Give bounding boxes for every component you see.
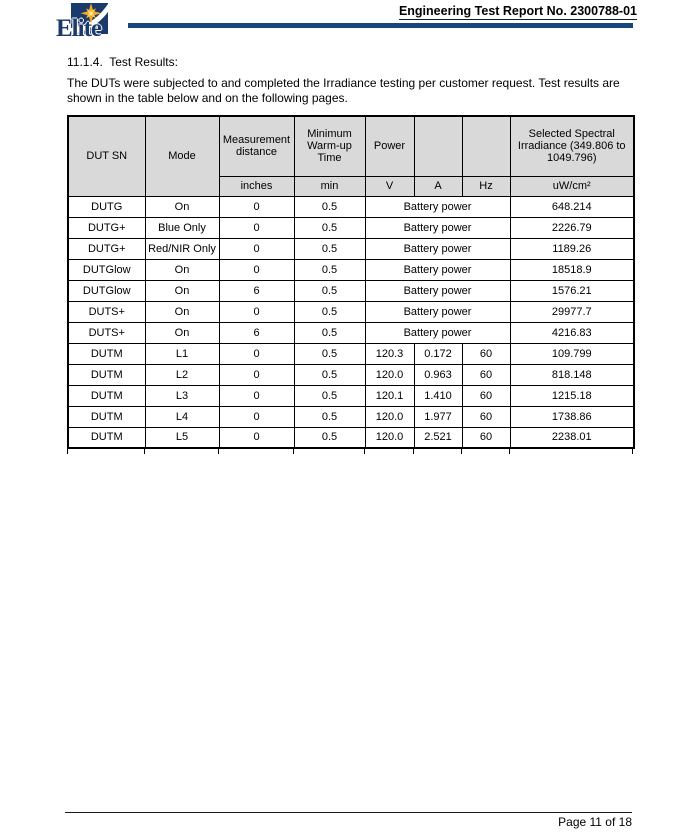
cell-distance: 0 [219,238,294,259]
col-header-mode: Mode [145,116,219,196]
cell-irradiance: 29977.7 [510,301,634,322]
page-number: Page 11 of 18 [558,815,632,829]
cell-irradiance: 648.214 [510,196,634,217]
cell-dut-sn: DUTGlow [68,259,145,280]
cell-warmup: 0.5 [294,217,365,238]
col-header-spectral-irradiance: Selected Spectral Irradiance (349.806 to 1049.796) [510,116,634,176]
table-row [68,301,634,322]
cell-warmup: 0.5 [294,322,365,343]
cell-warmup: 0.5 [294,406,365,427]
cell-power: Battery power [365,238,510,259]
col-header-dut-sn: DUT SN [68,116,145,196]
cell-amps: 2.521 [414,427,462,448]
cell-amps: 0.963 [414,364,462,385]
cell-volts: 120.0 [365,427,414,448]
table-row [68,406,634,427]
table-stub-line [632,449,633,454]
unit-inches: inches [219,176,294,196]
col-header-blank-2 [462,116,510,176]
table-stub-line [509,449,510,454]
cell-distance: 0 [219,385,294,406]
table-row [68,238,634,259]
cell-hertz: 60 [462,343,510,364]
section-heading: 11.1.4. Test Results: [67,55,178,69]
unit-uw-cm2: uW/cm² [510,176,634,196]
cell-dut-sn: DUTM [68,406,145,427]
table-body [68,196,634,448]
cell-hertz: 60 [462,385,510,406]
cell-hertz: 60 [462,364,510,385]
cell-warmup: 0.5 [294,196,365,217]
col-header-power: Power [365,116,414,176]
unit-hertz: Hz [462,176,510,196]
cell-irradiance: 1215.18 [510,385,634,406]
table-row [68,322,634,343]
table-stub-line [461,449,462,454]
cell-irradiance: 1738.86 [510,406,634,427]
col-header-blank-1 [414,116,462,176]
table-row [68,217,634,238]
cell-mode: L4 [145,406,219,427]
test-results-table [67,115,635,449]
cell-warmup: 0.5 [294,427,365,448]
cell-mode: Blue Only [145,217,219,238]
cell-dut-sn: DUTM [68,427,145,448]
cell-dut-sn: DUTS+ [68,301,145,322]
cell-volts: 120.0 [365,406,414,427]
cell-power: Battery power [365,217,510,238]
cell-power: Battery power [365,301,510,322]
cell-mode: L5 [145,427,219,448]
cell-irradiance: 1189.26 [510,238,634,259]
table-row [68,385,634,406]
cell-warmup: 0.5 [294,385,365,406]
table-row [68,280,634,301]
cell-dut-sn: DUTG+ [68,217,145,238]
cell-distance: 0 [219,406,294,427]
logo-wordmark: Elite [56,15,101,42]
table-header [68,116,634,196]
cell-mode: L3 [145,385,219,406]
cell-dut-sn: DUTG [68,196,145,217]
table-stub-line [364,449,365,454]
table-row [68,259,634,280]
cell-amps: 1.410 [414,385,462,406]
cell-warmup: 0.5 [294,364,365,385]
table-row [68,364,634,385]
cell-distance: 0 [219,196,294,217]
cell-distance: 0 [219,259,294,280]
cell-mode: On [145,322,219,343]
table-row [68,343,634,364]
table-continuation-stubs [67,449,633,454]
cell-power: Battery power [365,259,510,280]
cell-irradiance: 818.148 [510,364,634,385]
cell-distance: 6 [219,322,294,343]
cell-distance: 0 [219,217,294,238]
cell-distance: 0 [219,364,294,385]
cell-warmup: 0.5 [294,238,365,259]
cell-warmup: 0.5 [294,280,365,301]
cell-irradiance: 2238.01 [510,427,634,448]
unit-volts: V [365,176,414,196]
cell-volts: 120.0 [365,364,414,385]
cell-power: Battery power [365,196,510,217]
cell-distance: 6 [219,280,294,301]
cell-warmup: 0.5 [294,301,365,322]
cell-mode: On [145,259,219,280]
cell-amps: 1.977 [414,406,462,427]
col-header-warmup-time: Minimum Warm-up Time [294,116,365,176]
table-stub-line [67,449,68,454]
cell-dut-sn: DUTM [68,364,145,385]
cell-mode: Red/NIR Only [145,238,219,259]
cell-irradiance: 109.799 [510,343,634,364]
table-stub-line [218,449,219,454]
cell-power: Battery power [365,322,510,343]
cell-irradiance: 2226.79 [510,217,634,238]
unit-min: min [294,176,365,196]
table-stub-line [413,449,414,454]
cell-hertz: 60 [462,427,510,448]
report-title: Engineering Test Report No. 2300788-01 [398,4,637,18]
cell-mode: On [145,280,219,301]
table-row [68,427,634,448]
cell-dut-sn: DUTM [68,385,145,406]
table-stub-line [144,449,145,454]
cell-mode: On [145,196,219,217]
intro-paragraph: The DUTs were subjected to and completed the Irradiance testing per customer request. Test results are shown in the table below and on the following pages. [67,76,620,105]
cell-mode: On [145,301,219,322]
cell-irradiance: 1576.21 [510,280,634,301]
cell-dut-sn: DUTS+ [68,322,145,343]
cell-volts: 120.1 [365,385,414,406]
cell-irradiance: 4216.83 [510,322,634,343]
cell-dut-sn: DUTM [68,343,145,364]
cell-warmup: 0.5 [294,259,365,280]
header-rule [128,23,633,28]
cell-dut-sn: DUTG+ [68,238,145,259]
cell-distance: 0 [219,343,294,364]
results-table [67,115,635,454]
table-row [68,196,634,217]
cell-volts: 120.3 [365,343,414,364]
cell-hertz: 60 [462,406,510,427]
cell-amps: 0.172 [414,343,462,364]
cell-mode: L1 [145,343,219,364]
table-stub-line [293,449,294,454]
cell-distance: 0 [219,301,294,322]
footer-rule [65,812,632,813]
cell-irradiance: 18518.9 [510,259,634,280]
cell-distance: 0 [219,427,294,448]
cell-warmup: 0.5 [294,343,365,364]
unit-amps: A [414,176,462,196]
cell-mode: L2 [145,364,219,385]
col-header-measurement-distance: Measurement distance [219,116,294,176]
cell-power: Battery power [365,280,510,301]
cell-dut-sn: DUTGlow [68,280,145,301]
